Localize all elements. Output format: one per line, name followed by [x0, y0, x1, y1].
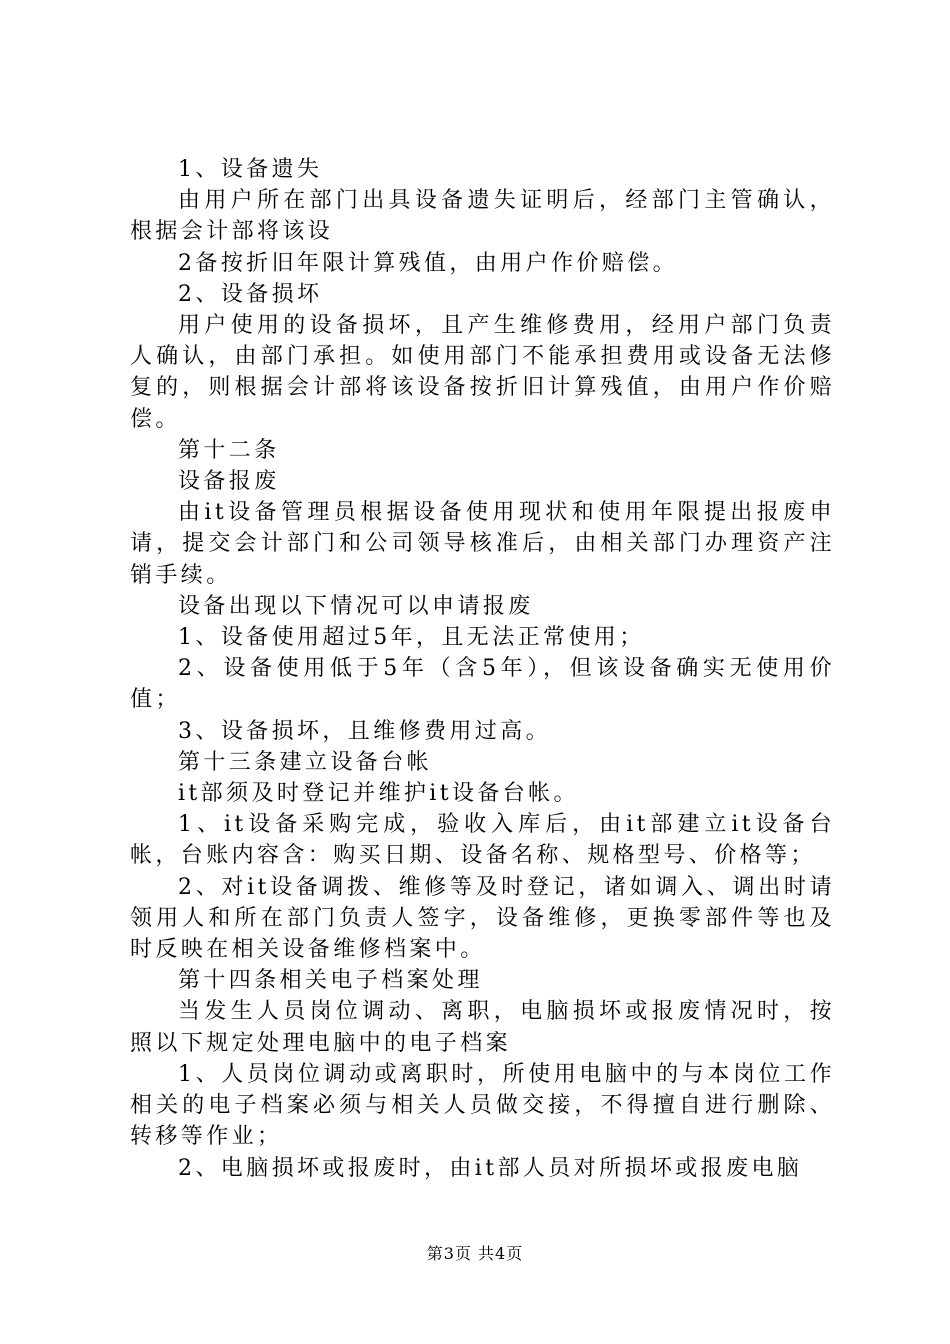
page-footer — [0, 1244, 950, 1264]
paragraph-18: 当发生人员岗位调动、离职，电脑损坏或报废情况时，按照以下规定处理电脑中的电子档案 — [130, 999, 835, 1056]
paragraph-11: 2、设备使用低于5年（含5年），但该设备确实无使用价值； — [130, 656, 835, 713]
paragraph-19: 1、人员岗位调动或离职时，所使用电脑中的与本岗位工作相关的电子档案必须与相关人员做交接，不得擅自进行删除、转移等作业； — [130, 1061, 835, 1150]
paragraph-10: 1、设备使用超过5年，且无法正常使用； — [178, 625, 645, 651]
paragraph-4: 2、设备损坏 — [178, 281, 323, 307]
paragraph-7: 设备报废 — [178, 469, 280, 495]
paragraph-13: 第十三条建立设备台帐 — [178, 749, 433, 775]
paragraph-9: 设备出现以下情况可以申请报废 — [178, 593, 534, 619]
page-number-label: 第3页 共4页 — [426, 1244, 524, 1263]
paragraph-20: 2、电脑损坏或报废时，由it部人员对所损坏或报废电脑 — [178, 1155, 803, 1181]
paragraph-5: 用户使用的设备损坏，且产生维修费用，经用户部门负责人确认，由部门承担。如使用部门不能承担费用或设备无法修复的，则根据会计部将该设备按折旧计算残值，由用户作价赔偿。 — [130, 313, 835, 432]
body-text — [130, 154, 835, 1184]
paragraph-3: 2备按折旧年限计算残值，由用户作价赔偿。 — [178, 250, 678, 276]
paragraph-17: 第十四条相关电子档案处理 — [178, 968, 483, 994]
paragraph-6: 第十二条 — [178, 437, 280, 463]
paragraph-8: 由it设备管理员根据设备使用现状和使用年限提出报废申请，提交会计部门和公司领导核准后，由相关部门办理资产注销手续。 — [130, 500, 835, 588]
paragraph-15: 1、it设备采购完成，验收入库后，由it部建立it设备台帐，台账内容含：购买日期、设备名称、规格型号、价格等； — [130, 812, 835, 869]
paragraph-1: 1、设备遗失 — [178, 157, 323, 182]
paragraph-14: it部须及时登记并维护it设备台帐。 — [178, 781, 579, 807]
paragraph-12: 3、设备损坏，且维修费用过高。 — [178, 718, 551, 744]
paragraph-2: 由用户所在部门出具设备遗失证明后，经部门主管确认，根据会计部将该设 — [130, 188, 835, 245]
paragraph-16: 2、对it设备调拨、维修等及时登记，诸如调入、调出时请领用人和所在部门负责人签字，设备维修，更换零部件等也及时反映在相关设备维修档案中。 — [130, 874, 835, 963]
